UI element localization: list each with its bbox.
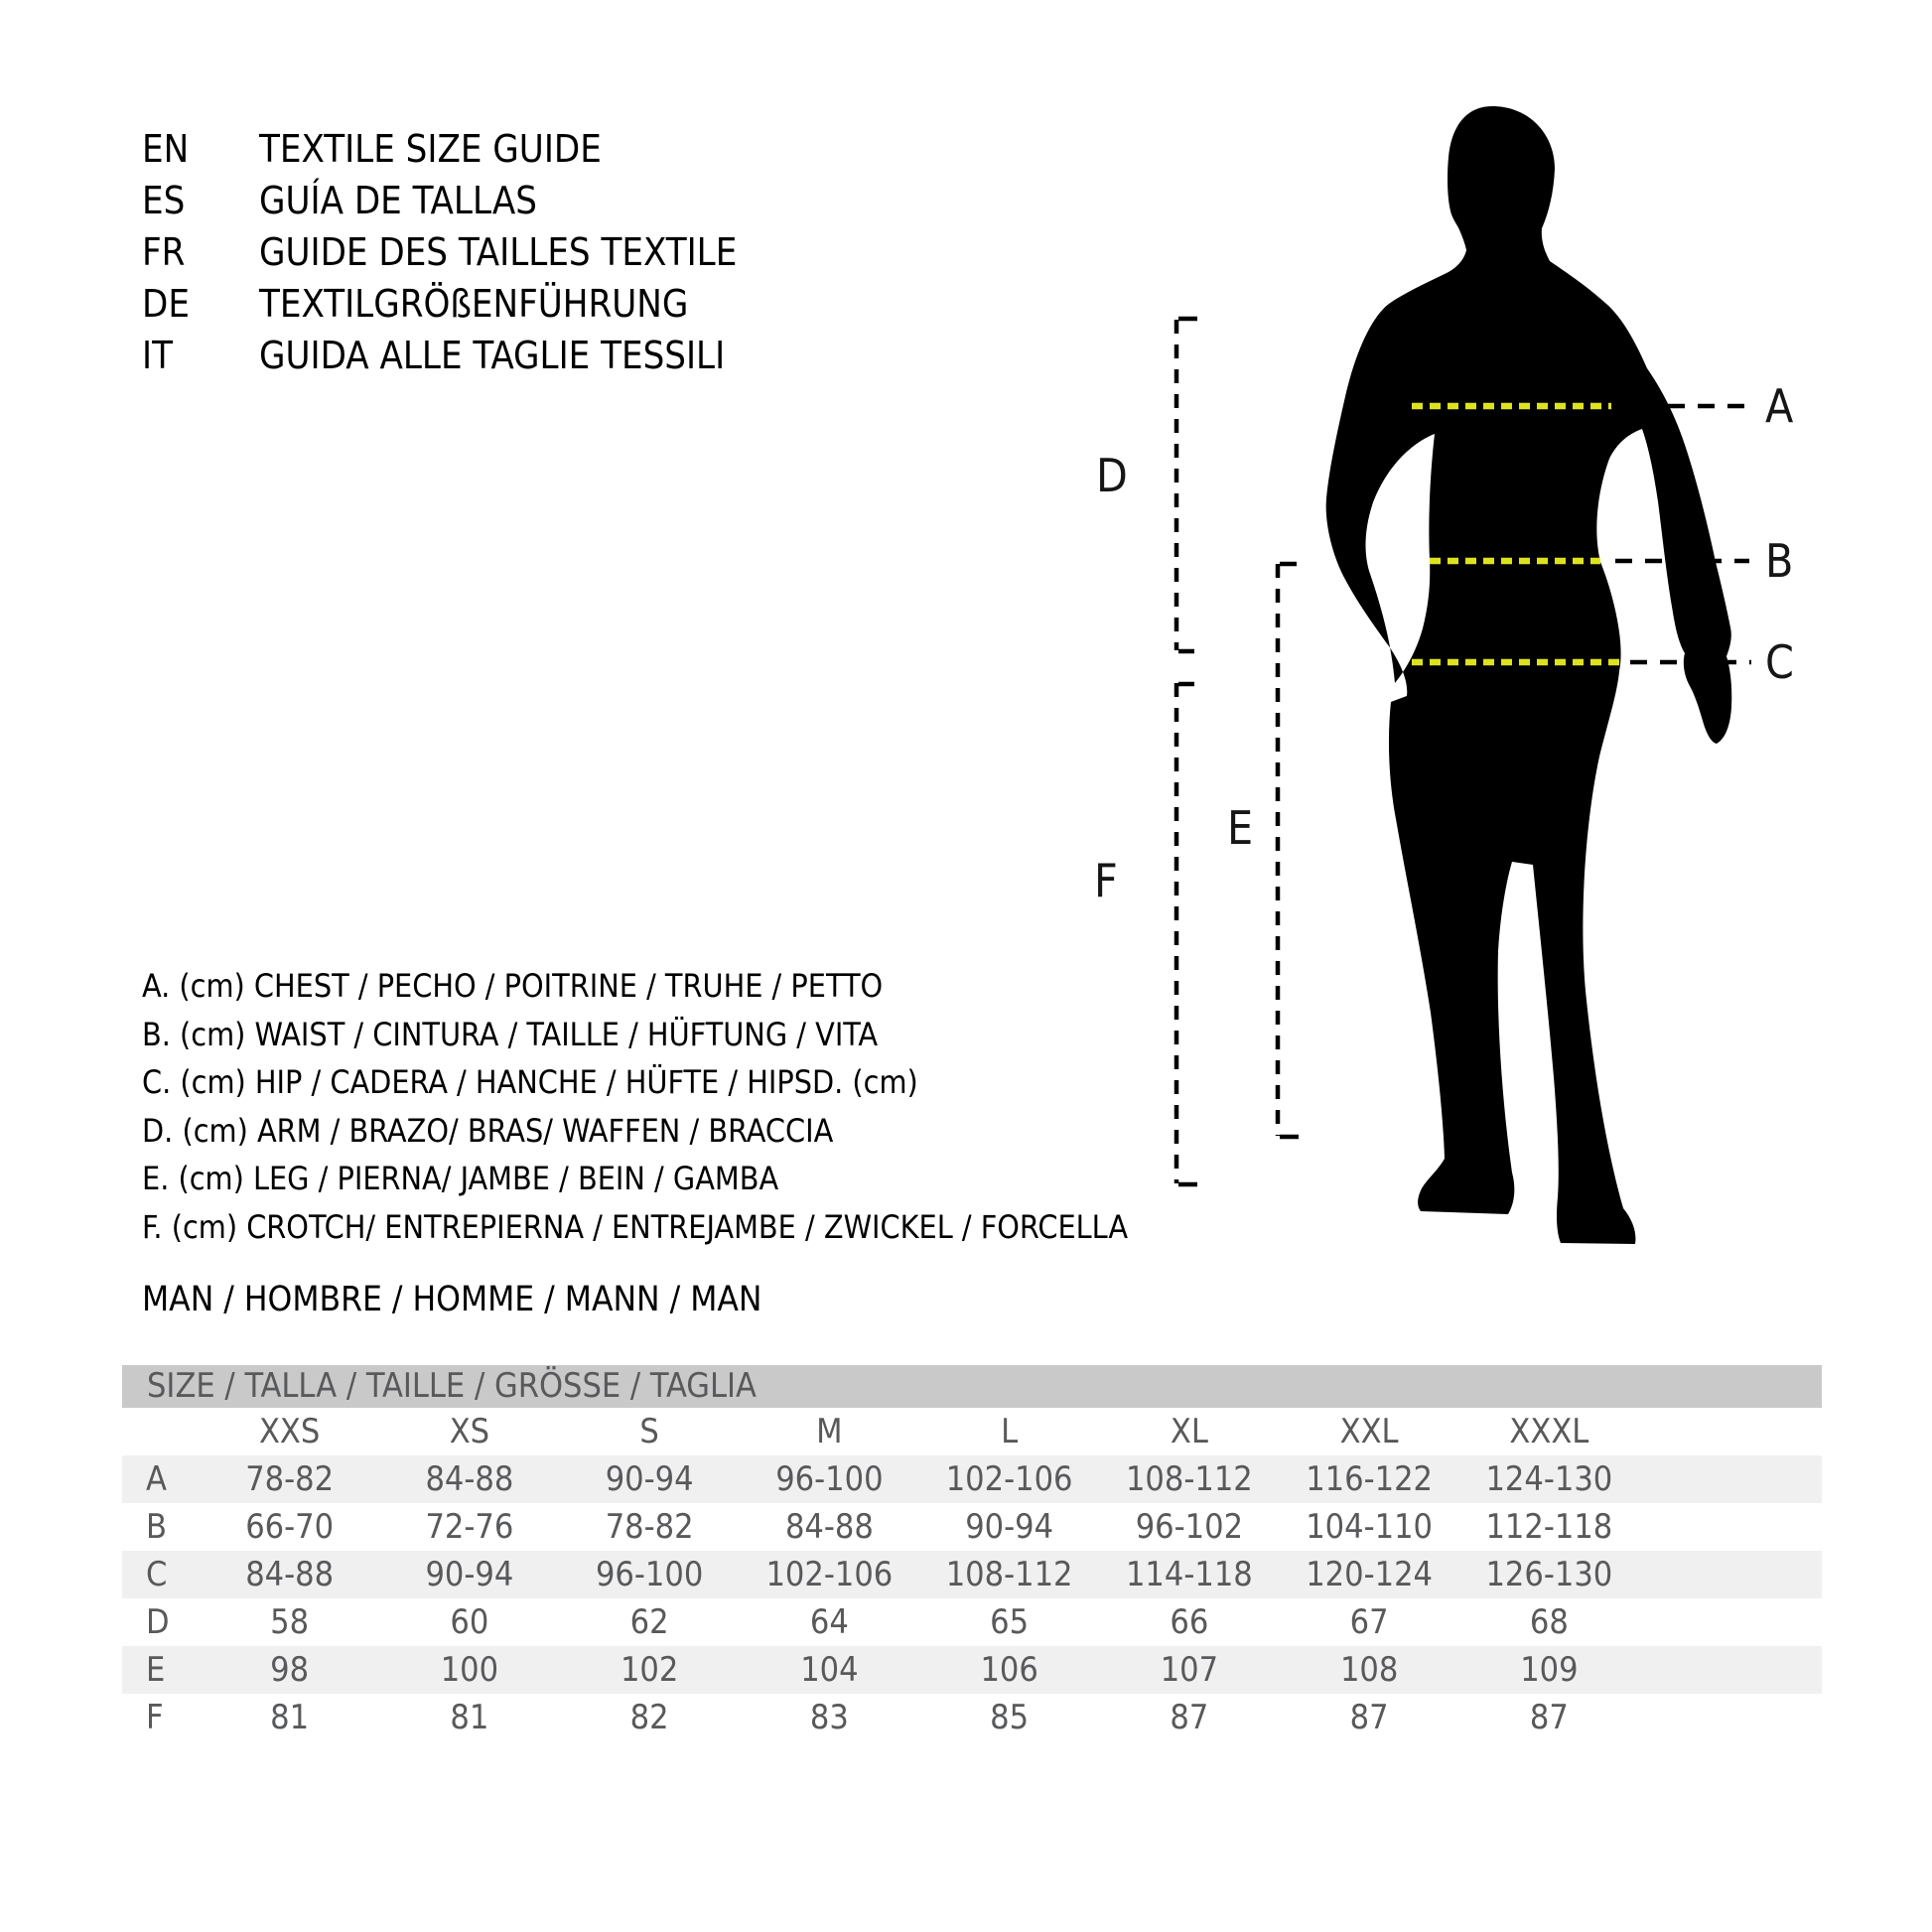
definition-crotch: F. (cm) CROTCH/ ENTREPIERNA / ENTREJAMBE / ZWICKEL / FORCELLA bbox=[142, 1207, 1129, 1246]
size-col-header: S bbox=[639, 1412, 659, 1451]
size-cell: 104 bbox=[800, 1650, 859, 1690]
hip-letter-label: C bbox=[1765, 635, 1794, 689]
size-cell: 126-130 bbox=[1485, 1555, 1613, 1594]
language-code: IT bbox=[142, 334, 173, 377]
size-cell: 84-88 bbox=[784, 1507, 874, 1547]
size-cell: 84-88 bbox=[245, 1555, 335, 1594]
size-cell: 87 bbox=[1170, 1698, 1209, 1737]
size-cell: 87 bbox=[1349, 1698, 1389, 1737]
size-cell: 96-100 bbox=[595, 1555, 704, 1594]
size-cell: 78-82 bbox=[245, 1459, 335, 1499]
size-cell: 102 bbox=[620, 1650, 679, 1690]
size-cell: 120-124 bbox=[1306, 1555, 1434, 1594]
size-col-header: M bbox=[816, 1412, 843, 1451]
language-title: GUÍA DE TALLAS bbox=[259, 179, 537, 222]
size-cell: 112-118 bbox=[1485, 1507, 1613, 1547]
size-cell: 85 bbox=[990, 1698, 1030, 1737]
size-cell: 96-102 bbox=[1135, 1507, 1244, 1547]
size-cell: 58 bbox=[270, 1602, 310, 1642]
language-title: TEXTILGRÖßENFÜHRUNG bbox=[259, 282, 689, 326]
size-cell: 64 bbox=[809, 1602, 849, 1642]
crotch-letter-label: F bbox=[1094, 854, 1118, 907]
size-cell: 102-106 bbox=[765, 1555, 894, 1594]
size-cell: 124-130 bbox=[1485, 1459, 1613, 1499]
size-cell: 81 bbox=[450, 1698, 489, 1737]
language-row bbox=[142, 226, 737, 278]
size-cell: 108-112 bbox=[945, 1555, 1073, 1594]
row-label: D bbox=[146, 1602, 170, 1642]
size-cell: 100 bbox=[440, 1650, 499, 1690]
arm-letter-label: D bbox=[1096, 449, 1128, 502]
measurement-definitions bbox=[142, 962, 1128, 1251]
definition-waist: B. (cm) WAIST / CINTURA / TAILLE / HÜFTUNG / VITA bbox=[142, 1015, 879, 1053]
size-cell: 81 bbox=[270, 1698, 310, 1737]
size-cell: 106 bbox=[980, 1650, 1038, 1690]
row-label: B bbox=[146, 1507, 167, 1547]
language-code: ES bbox=[142, 179, 186, 222]
row-label: E bbox=[146, 1650, 166, 1690]
language-row bbox=[142, 278, 737, 330]
table-row bbox=[122, 1694, 1822, 1741]
size-cell: 98 bbox=[270, 1650, 310, 1690]
size-col-header: XXXL bbox=[1509, 1412, 1589, 1451]
category-label: MAN / HOMBRE / HOMME / MANN / MAN bbox=[142, 1280, 762, 1319]
size-col-header: XL bbox=[1170, 1412, 1208, 1451]
table-row bbox=[122, 1455, 1822, 1503]
size-cell: 67 bbox=[1349, 1602, 1389, 1642]
row-label: F bbox=[146, 1698, 164, 1737]
size-cell: 68 bbox=[1529, 1602, 1569, 1642]
size-cell: 66-70 bbox=[245, 1507, 335, 1547]
size-col-header: XS bbox=[449, 1412, 490, 1451]
language-code: FR bbox=[142, 230, 186, 274]
man-silhouette-image bbox=[1326, 106, 1732, 1244]
size-cell: 72-76 bbox=[425, 1507, 514, 1547]
size-cell: 102-106 bbox=[945, 1459, 1073, 1499]
size-col-header: XXL bbox=[1339, 1412, 1399, 1451]
size-cell: 84-88 bbox=[425, 1459, 514, 1499]
size-cell: 90-94 bbox=[425, 1555, 514, 1594]
leg-letter-label: E bbox=[1227, 801, 1254, 855]
language-title: TEXTILE SIZE GUIDE bbox=[259, 127, 602, 171]
size-cell: 83 bbox=[809, 1698, 849, 1737]
size-cell: 109 bbox=[1520, 1650, 1579, 1690]
language-list bbox=[142, 123, 737, 381]
size-cell: 87 bbox=[1529, 1698, 1569, 1737]
size-cell: 90-94 bbox=[965, 1507, 1054, 1547]
definition-hip: C. (cm) HIP / CADERA / HANCHE / HÜFTE / HIPSD. (cm) bbox=[142, 1063, 918, 1101]
size-cell: 104-110 bbox=[1306, 1507, 1434, 1547]
table-row bbox=[122, 1551, 1822, 1598]
table-row bbox=[122, 1503, 1822, 1551]
figure-svg bbox=[1033, 60, 1857, 1261]
row-label: C bbox=[146, 1555, 168, 1594]
measurement-figure bbox=[1033, 60, 1857, 1261]
table-row bbox=[122, 1646, 1822, 1694]
language-row bbox=[142, 123, 737, 175]
definition-arm: D. (cm) ARM / BRAZO/ BRAS/ WAFFEN / BRACCIA bbox=[142, 1111, 834, 1150]
size-col-header: L bbox=[1001, 1412, 1019, 1451]
size-cell: 114-118 bbox=[1125, 1555, 1253, 1594]
size-cell: 60 bbox=[450, 1602, 489, 1642]
size-cell: 107 bbox=[1160, 1650, 1219, 1690]
language-row bbox=[142, 175, 737, 226]
size-cell: 108 bbox=[1339, 1650, 1399, 1690]
definition-leg: E. (cm) LEG / PIERNA/ JAMBE / BEIN / GAMBA bbox=[142, 1160, 779, 1197]
language-title: GUIDE DES TAILLES TEXTILE bbox=[259, 230, 738, 274]
size-cell: 82 bbox=[629, 1698, 669, 1737]
row-label: A bbox=[146, 1459, 167, 1499]
size-cell: 66 bbox=[1170, 1602, 1209, 1642]
size-table bbox=[122, 1365, 1822, 1741]
size-columns-row bbox=[122, 1408, 1822, 1455]
size-cell: 108-112 bbox=[1125, 1459, 1253, 1499]
chest-letter-label: A bbox=[1765, 379, 1794, 433]
table-row bbox=[122, 1598, 1822, 1646]
language-title: GUIDA ALLE TAGLIE TESSILI bbox=[259, 334, 726, 377]
waist-letter-label: B bbox=[1765, 534, 1794, 588]
size-cell: 96-100 bbox=[775, 1459, 884, 1499]
size-cell: 116-122 bbox=[1306, 1459, 1434, 1499]
size-cell: 90-94 bbox=[605, 1459, 694, 1499]
size-cell: 65 bbox=[990, 1602, 1030, 1642]
language-row bbox=[142, 330, 737, 381]
definition-chest: A. (cm) CHEST / PECHO / POITRINE / TRUHE / PETTO bbox=[142, 967, 884, 1005]
language-code: DE bbox=[142, 282, 190, 326]
size-cell: 62 bbox=[629, 1602, 669, 1642]
language-code: EN bbox=[142, 127, 190, 171]
size-col-header: XXS bbox=[258, 1412, 321, 1451]
size-table-header: SIZE / TALLA / TAILLE / GRÖSSE / TAGLIA bbox=[122, 1365, 1822, 1408]
size-cell: 78-82 bbox=[605, 1507, 694, 1547]
